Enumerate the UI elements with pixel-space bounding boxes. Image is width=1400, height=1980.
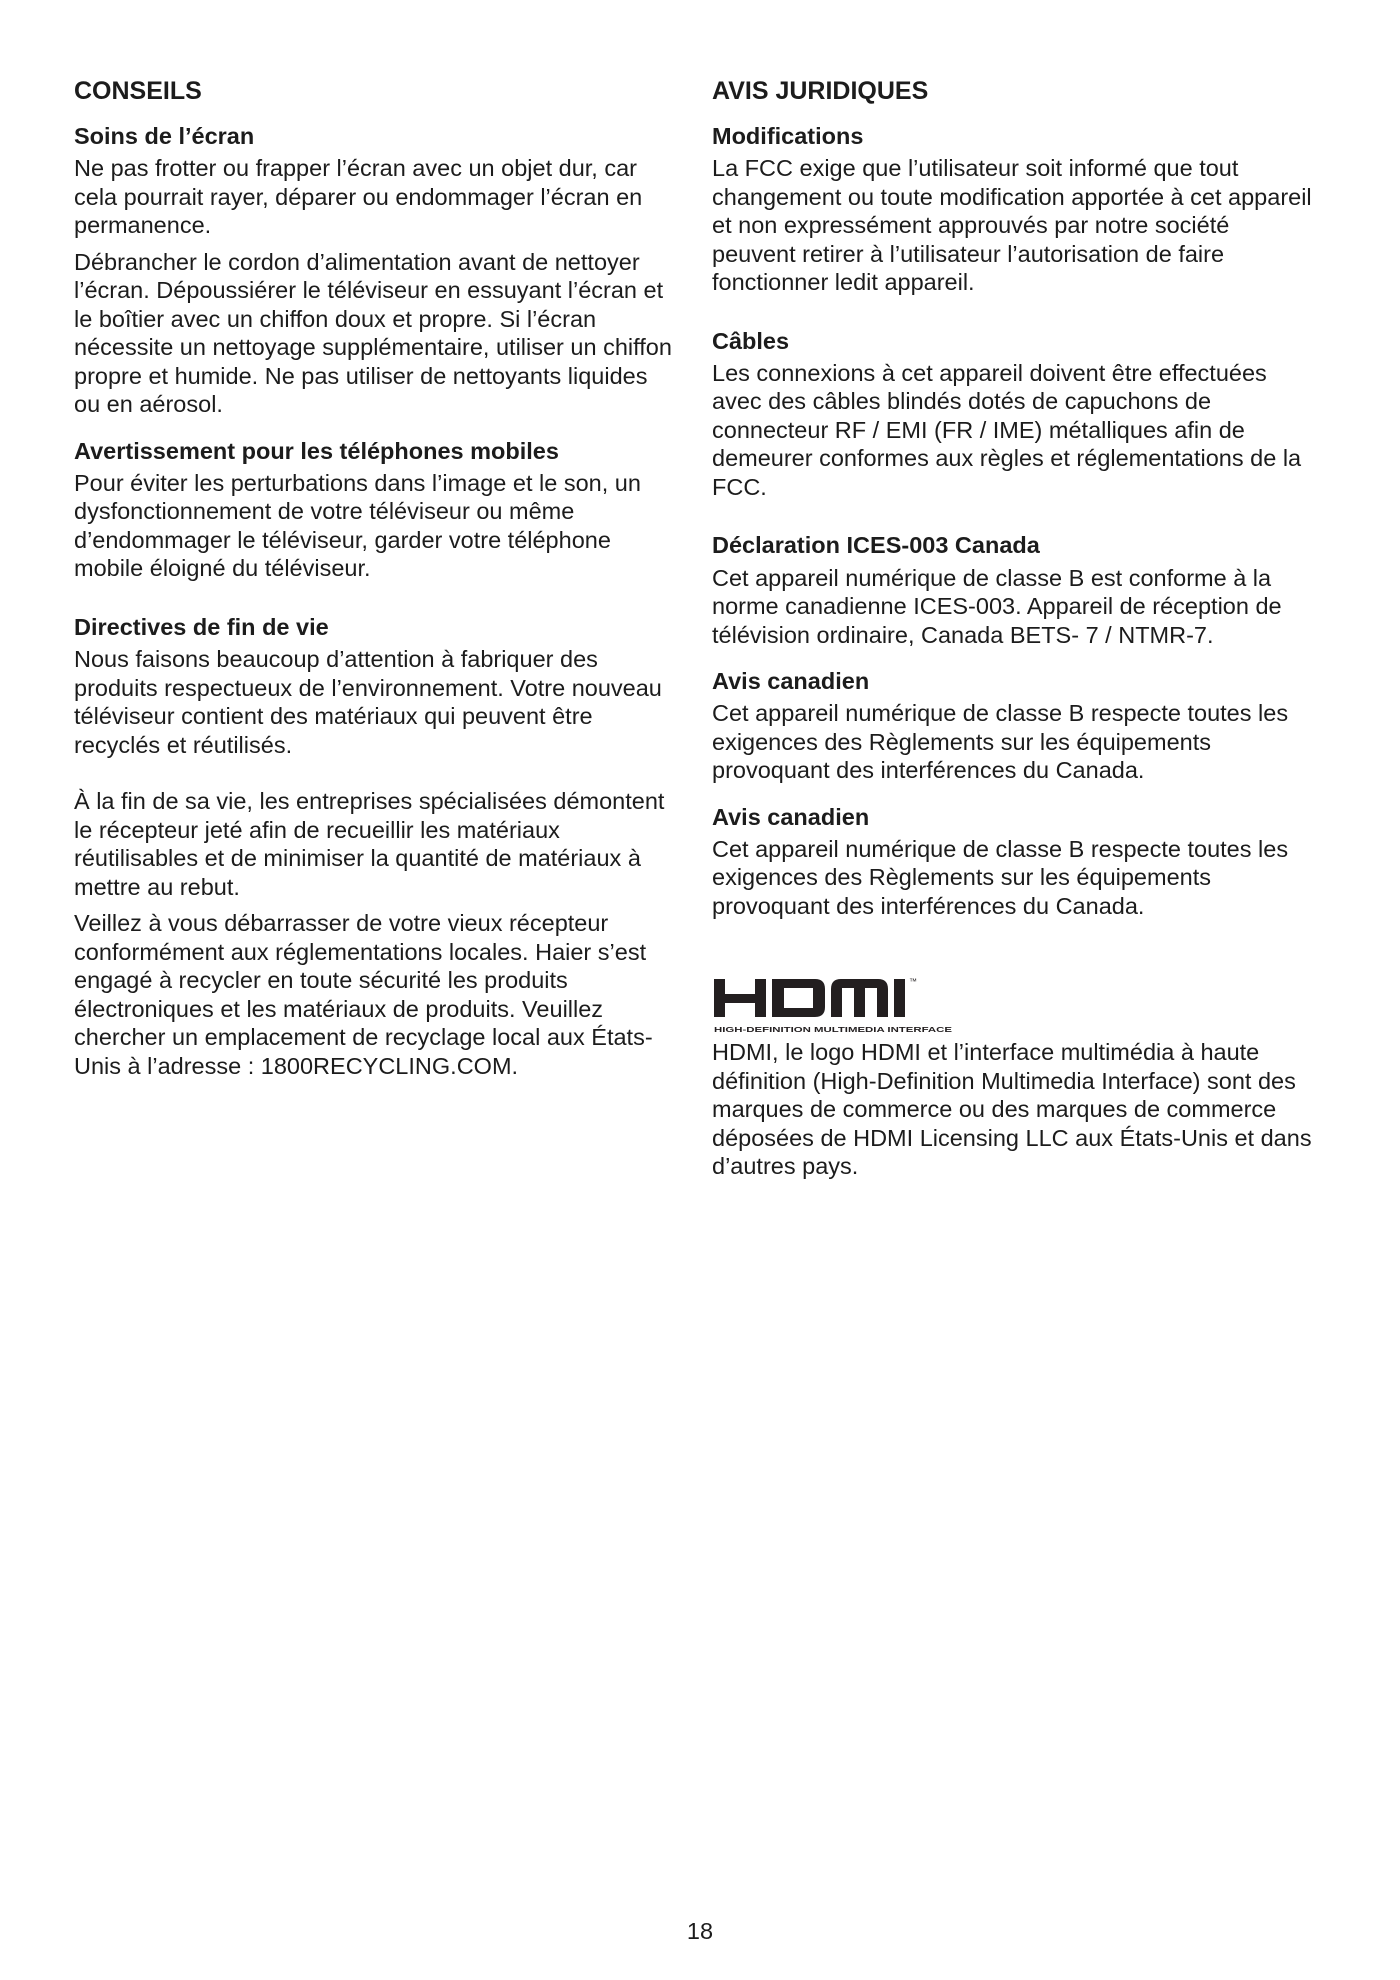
subheading-canadian-notice-1: Avis canadien [712, 668, 870, 695]
ices-paragraph: Cet appareil numérique de classe B est conforme à la norme canadienne ICES-003. Appareil de réception de télévision ordinaire, Canada BETS- 7 / NTMR-7. [712, 564, 1282, 648]
end-of-life-paragraph-3: Veillez à vous débarrasser de votre vieux récepteur conformément aux réglementations locales. Haier s’est engagé à recycler en toute sécurité les produits électroniques et les matériaux de produits. Veuillez chercher un emplacement de recyclage local aux États-Unis à l’adresse : 1800RECYCLING.COM. [74, 910, 653, 1079]
subheading-end-of-life: Directives de fin de vie [74, 613, 329, 640]
hdmi-logo-trademark: ™ [909, 977, 917, 987]
subheading-ices: Déclaration ICES-003 Canada [712, 532, 1040, 559]
canadian-notice-2-paragraph: Cet appareil numérique de classe B respecte toutes les exigences des Règlements sur les équipements provoquant des interférences du Canada. [712, 835, 1289, 919]
subheading-screen-care: Soins de l’écran [74, 123, 255, 149]
hdmi-logo-letter-d [772, 979, 825, 1017]
canadian-notice-1-paragraph: Cet appareil numérique de classe B respecte toutes les exigences des Règlements sur les équipements provoquant des interférences du Canada. [712, 700, 1289, 784]
subheading-modifications: Modifications [712, 123, 864, 149]
hdmi-trademark-paragraph: HDMI, le logo HDMI et l’interface multimédia à haute définition (High-Definition Multimedia Interface) sont des marques de commerce ou des marques de commerce déposées de HDMI Licensing LLC aux États-Unis et dans d’autres pays. [712, 1039, 1312, 1180]
hdmi-logo [712, 974, 972, 1036]
right-column [712, 76, 1312, 1189]
hdmi-logo-tagline: HIGH-DEFINITION MULTIMEDIA INTERFACE [714, 1025, 952, 1035]
mobile-warning-paragraph: Pour éviter les perturbations dans l’image et le son, un dysfonctionnement de votre téléviseur ou même d’endommager le téléviseur, garder votre téléphone mobile éloigné du téléviseur. [74, 469, 641, 582]
hdmi-logo-letter-h [714, 979, 766, 1017]
modifications-paragraph: La FCC exige que l’utilisateur soit informé que tout changement ou toute modification apportée à cet appareil et non expressément approuvés par notre société peuvent retirer à l’utilisateur l’autorisation de faire fonctionner ledit appareil. [712, 155, 1312, 296]
hdmi-logo-letter-m [831, 979, 888, 1017]
subheading-mobile-warning: Avertissement pour les téléphones mobiles [74, 437, 559, 464]
screen-care-paragraph-1: Ne pas frotter ou frapper l’écran avec un objet dur, car cela pourrait rayer, déparer ou endommager l’écran en permanence. [74, 155, 643, 239]
end-of-life-paragraph-1: Nous faisons beaucoup d’attention à fabriquer des produits respectueux de l’environnement. Votre nouveau téléviseur contient des matériaux qui peuvent être recyclés et réutilisés. [74, 646, 662, 758]
screen-care-paragraph-2: Débrancher le cordon d’alimentation avant de nettoyer l’écran. Dépoussiérer le téléviseur en essuyant l’écran et le boîtier avec un chiffon doux et propre. Si l’écran nécessite un nettoyage supplémentaire, utiliser un chiffon propre et humide. Ne pas utiliser de nettoyants liquides ou en aérosol. [74, 248, 672, 418]
section-heading-avis-juridiques: AVIS JURIDIQUES [712, 77, 929, 105]
page-number: 18 [686, 1918, 714, 1944]
section-heading-conseils: CONSEILS [74, 77, 202, 105]
hdmi-logo-letter-i [894, 979, 905, 1017]
end-of-life-paragraph-2: À la fin de sa vie, les entreprises spécialisées démontent le récepteur jeté afin de recueillir les matériaux réutilisables et de minimiser la quantité de matériaux à mettre au rebut. [74, 788, 665, 900]
subheading-canadian-notice-2: Avis canadien [712, 803, 870, 830]
subheading-cables: Câbles [712, 327, 790, 354]
cables-paragraph: Les connexions à cet appareil doivent être effectuées avec des câbles blindés dotés de capuchons de connecteur RF / EMI (FR / IME) métalliques afin de demeurer conformes aux règles et réglementations de la FCC. [712, 359, 1302, 500]
left-column [74, 76, 674, 1088]
